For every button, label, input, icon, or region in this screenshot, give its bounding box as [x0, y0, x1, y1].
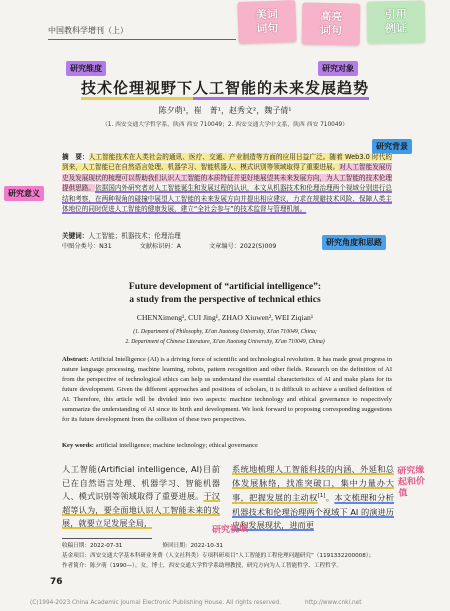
journal-header: 中国教科学增刊（上） — [48, 26, 128, 35]
keywords-en-label: Key words: — [62, 442, 94, 449]
body-punctuation: 。 — [325, 492, 335, 503]
paper-title-cn — [0, 77, 450, 98]
revised-date: 修回日期：2022-10-31 — [162, 543, 223, 549]
affiliations-en — [0, 327, 450, 347]
sticky-note-citation — [367, 0, 426, 43]
body-marked-text: 于汉超等认为，要全面地认识人工智能未来的发展，就要立足发展全局， — [62, 491, 220, 529]
paper-title-en — [0, 280, 450, 306]
tag-research-significance: 研究意义 — [4, 186, 44, 201]
footnote-fund: 基金项目：西安交通大学基本科研业务费（人文社科类）专项科研项目“人工智能的工程伦理问题研究”（1191332200008）； — [62, 553, 375, 559]
footnote-author-bio: 作者简介：陈夕萌（1990—），女，博士，西安交通大学哲学系助理教授，研究方向为人工智能哲学、工程哲学。 — [62, 563, 342, 569]
footnote-rule — [62, 538, 152, 539]
abstract-background-segment: 人工智能技术在人类社会的通讯、医疗、交通、产业制造等方面的应用日益广泛。随着 Web3.0 时代的到来，人工智能已在自然语言处理、机器学习、智能机器人、模式识别等领域取得了重要进展。 — [62, 153, 392, 172]
title-part-object: 人工智能的未来发展趋势 — [193, 79, 369, 100]
tag-research-background: 研究背景 — [372, 139, 412, 154]
copyright-line — [30, 600, 440, 606]
sticky-note-line: 例证 — [385, 21, 408, 36]
title-part-dimension: 技术伦理视野下 — [81, 79, 193, 100]
document-code: 文献标识码：A — [139, 243, 181, 250]
sticky-note-line: 引用 — [384, 7, 407, 22]
abstract-significance-segment: 对人工智能发展历史及发展现状的梳理可以帮助我们认识人工智能的本质特征并更好地展望其未来发展方向，为人工智能的技术伦理提供思路。 — [62, 163, 392, 193]
abstract-en-label: Abstract: — [62, 356, 89, 363]
abstract-cn — [62, 152, 392, 228]
keywords-cn-value: 人工智能；机器技术；伦理治理 — [88, 232, 181, 240]
sticky-note-line: 词句 — [256, 21, 279, 36]
abstract-cn-label: 摘 要： — [62, 153, 89, 161]
handwritten-note-origin-value: 研究缘起和价值 — [397, 465, 426, 499]
abstract-en — [62, 355, 392, 439]
sticky-note-line: 美词 — [255, 7, 278, 22]
sticky-note-highlight — [302, 2, 361, 45]
footnote-dates — [62, 541, 397, 549]
authors-en: CHENXimeng¹, CUI Jing¹, ZHAO Xiuwen², WEI Ziqian¹ — [136, 313, 314, 322]
abstract-en-text: Artificial Intelligence (AI) is a driving force of scientific and technological revolution. It has made great progress in nature language processing, machine learning, robots, pattern recognition and other fields. Research on the definition of AI from the perspective of technological ethics can help us understand the essential characteristics of AI and make plans for its future development. Given the different approaches and positions of scholars, it is difficult to achieve a unified definition of AI. Therefore, this article will be divided into two aspects: machine technology and ethical governance to respectively summarize the understanding of AI since its birth and development. We look forward to proposing corresponding suggestions for its future development from the collision of these two perspectives. — [62, 356, 392, 423]
header-rule — [48, 39, 236, 40]
body-marked-text: 系统地梳理人工智能科技的内涵、外延和总体发展脉络，找准突破口，集中力量办大事，把握发展的主动权 — [232, 464, 394, 503]
body-intro-text: 人工智能(Artificial intelligence, AI)目前已在自然语言处理、机器学习、智能机器人、模式识别等领域取得了重要进展。 — [62, 464, 220, 502]
classification-line — [62, 241, 392, 250]
sticky-note-line: 高亮 — [320, 9, 343, 24]
body-column-left — [62, 463, 220, 529]
citation-marker: [1] — [317, 493, 326, 500]
abstract-approach-segment: 依据国内外研究者对人工智能诞生和发展过程的认识，本文从机器技术和伦理治理两个视域分别进行总结和考察，在两种视角的碰撞中展望人工智能的未来发展方向并提出相应建议，力求在规避技术风险、保障人类主体地位的同时促进人工智能的健康发展，建立“全社会参与”的技术监督与管理机制。 — [62, 184, 393, 214]
keywords-cn-label: 关键词： — [62, 232, 89, 240]
received-date: 收稿日期：2022-07-31 — [62, 543, 123, 549]
affiliations-cn: （1. 西安交通大学哲学系，陕西 西安 710049；2. 西安交通大学中文系，陕西 西安 710049） — [101, 122, 349, 128]
copyright-url: http://www.cnki.net — [305, 600, 362, 606]
keywords-en — [62, 442, 392, 449]
clc-number: 中图分类号：N31 — [62, 243, 112, 250]
affiliation-en-line: (1. Department of Philosophy, Xi'an Jiaotong University, Xi'an 710049, China; — [133, 329, 317, 335]
body-column-right — [232, 463, 394, 531]
tag-research-object: 研究对象 — [318, 61, 358, 76]
authors-cn: 陈夕萌¹，崔 菁¹，赵秀文²，魏子倩¹ — [158, 106, 292, 115]
title-en-line: Future development of “artificial intelligence”: — [128, 281, 322, 292]
page-number: 76 — [50, 577, 63, 587]
copyright-notice: (C)1994-2023 China Academic Journal Electronic Publishing House. All rights reserved. — [30, 600, 282, 606]
title-en-line: a study from the perspective of technical ethics — [129, 294, 321, 305]
keywords-en-value: artificial intelligence; machine technology; ethical governance — [95, 442, 258, 449]
affiliation-en-line: 2. Department of Chinese Literature, Xi'an Jiaotong University, Xi'an 710049, China) — [125, 339, 325, 345]
sticky-note-phrases — [237, 0, 296, 44]
handwritten-note-perspective: 研究视域 — [211, 524, 249, 536]
sticky-note-line: 词句 — [319, 23, 342, 38]
tag-research-approach: 研究角度和思路 — [322, 235, 386, 250]
keywords-cn — [62, 230, 312, 240]
tag-research-dimension: 研究维度 — [66, 61, 106, 76]
body-perspective-text: 本文梳理和分析机器技术和伦理治理两个视域下 AI 的演进历史和发展现状，进而更 — [232, 492, 394, 531]
article-number: 文章编号：2022(S)009 — [209, 243, 277, 250]
